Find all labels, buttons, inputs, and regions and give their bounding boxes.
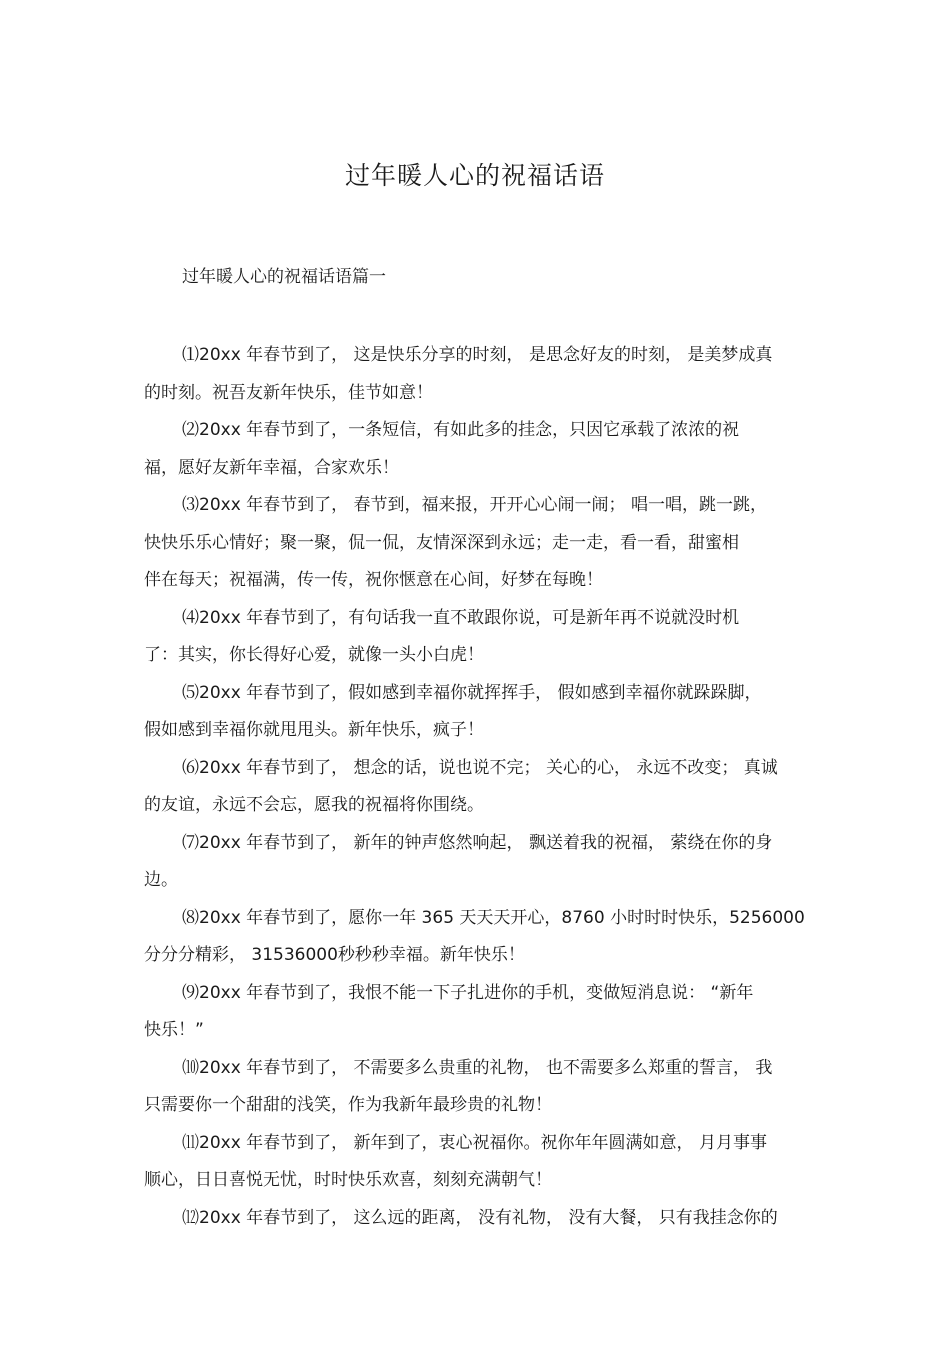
paragraph-line: ⑿20xx 年春节到了， 这么远的距离， 没有礼物， 没有大餐， 只有我挂念你的 [182,1207,778,1228]
paragraph-line: ⑵20xx 年春节到了，一条短信，有如此多的挂念，只因它承载了浓浓的祝 [182,420,740,440]
paragraph-line: 边。 [144,870,178,890]
paragraph-line: ⑼20xx 年春节到了，我恨不能一下子扎进你的手机，变做短消息说： “新年 [182,982,754,1003]
paragraph-line: ⑶20xx 年春节到了， 春节到，福来报，开开心心闹一闹； 唱一唱，跳一跳， [182,495,767,515]
paragraph-line: ⑷20xx 年春节到了，有句话我一直不敢跟你说，可是新年再不说就没时机 [182,607,740,628]
paragraph-line: 的友谊，永远不会忘，愿我的祝福将你围绕。 [144,795,484,815]
paragraph [144,337,814,412]
paragraph [144,1050,814,1125]
document-body [144,337,814,1237]
paragraph-line: ⑻20xx 年春节到了，愿你一年 365 天天天开心，8760 小时时时快乐，5256000 [182,907,805,928]
paragraph-line: ⑽20xx 年春节到了， 不需要多么贵重的礼物， 也不需要多么郑重的誓言， 我 [182,1057,773,1078]
paragraph [144,600,814,675]
paragraph-line: 快快乐乐心情好；聚一聚，侃一侃，友情深深到永远；走一走，看一看，甜蜜相 [144,532,739,553]
paragraph [144,975,814,1050]
paragraph-line: 假如感到幸福你就甩甩头。新年快乐，疯子！ [144,720,484,740]
paragraph-line: 分分分精彩， 31536000秒秒秒幸福。新年快乐！ [144,945,525,965]
paragraph-line: 了：其实，你长得好心爱，就像一头小白虎！ [144,645,484,665]
paragraph [144,750,814,825]
paragraph-line: ⑾20xx 年春节到了， 新年到了，衷心祝福你。祝你年年圆满如意， 月月事事 [182,1132,767,1153]
paragraph-line: ⑹20xx 年春节到了， 想念的话，说也说不完； 关心的心， 永远不改变； 真诚 [182,757,778,778]
paragraph-line: ⑴20xx 年春节到了， 这是快乐分享的时刻， 是思念好友的时刻， 是美梦成真 [182,345,773,365]
document-title: 过年暖人心的祝福话语 [344,161,605,190]
paragraph [144,900,814,975]
paragraph-line: 伴在每天；祝福满，传一传，祝你惬意在心间，好梦在每晚！ [144,570,603,590]
paragraph-line: 快乐！” [144,1020,204,1040]
paragraph [144,1200,814,1238]
paragraph-line: 的时刻。祝吾友新年快乐，佳节如意！ [144,382,433,403]
section-heading: 过年暖人心的祝福话语篇一 [182,267,386,287]
paragraph-line: ⑺20xx 年春节到了， 新年的钟声悠然响起， 飘送着我的祝福， 萦绕在你的身 [182,832,773,853]
paragraph-line: 顺心，日日喜悦无忧，时时快乐欢喜，刻刻充满朝气！ [144,1170,552,1190]
paragraph [144,675,814,750]
paragraph [144,412,814,487]
paragraph-line: 只需要你一个甜甜的浅笑，作为我新年最珍贵的礼物！ [144,1095,552,1115]
paragraph-line: 福，愿好友新年幸福，合家欢乐！ [144,457,399,478]
paragraph [144,825,814,900]
paragraph-line: ⑸20xx 年春节到了，假如感到幸福你就挥挥手， 假如感到幸福你就跺跺脚， [182,682,762,703]
paragraph [144,1125,814,1200]
paragraph [144,487,814,600]
